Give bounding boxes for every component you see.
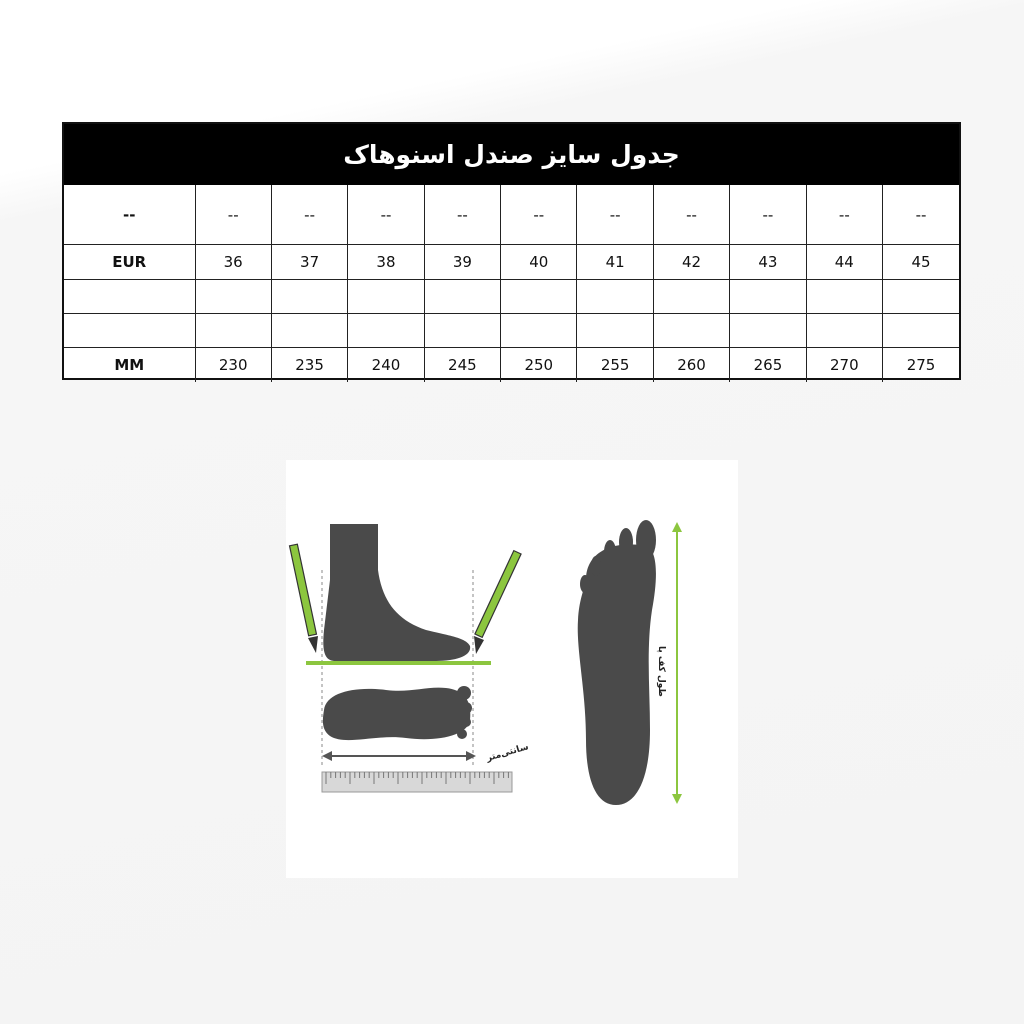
table-cell: 41 — [577, 245, 653, 280]
table-cell: 39 — [424, 245, 500, 280]
dash-row — [64, 185, 959, 245]
table-cell — [195, 280, 271, 314]
table-cell — [806, 314, 882, 348]
table-cell: 42 — [653, 245, 729, 280]
table-cell: -- — [883, 185, 959, 245]
size-chart-table — [62, 122, 961, 380]
foot-measurement-illustration — [286, 460, 738, 878]
table-cell — [730, 314, 806, 348]
table-cell: 250 — [501, 348, 577, 383]
table-cell: -- — [806, 185, 882, 245]
row-label — [64, 314, 195, 348]
row-label — [64, 280, 195, 314]
table-cell: 275 — [883, 348, 959, 383]
row-label: MM — [64, 348, 195, 383]
table-cell: -- — [271, 185, 347, 245]
table-cell — [501, 280, 577, 314]
table-cell: 44 — [806, 245, 882, 280]
table-cell: 240 — [348, 348, 424, 383]
table-cell: -- — [730, 185, 806, 245]
eur-row — [64, 245, 959, 280]
table-cell: 255 — [577, 348, 653, 383]
table-cell — [577, 280, 653, 314]
ruler-label: سانتی‌متر — [485, 742, 530, 764]
table-cell — [501, 314, 577, 348]
table-cell: 230 — [195, 348, 271, 383]
table-cell: 245 — [424, 348, 500, 383]
footprint-horizontal — [323, 688, 470, 740]
table-title: جدول سایز صندل اسنوهاک — [64, 124, 959, 185]
table-cell — [348, 314, 424, 348]
table-cell: -- — [501, 185, 577, 245]
empty-row — [64, 314, 959, 348]
table-cell: 43 — [730, 245, 806, 280]
table-cell — [424, 314, 500, 348]
table-cell: 265 — [730, 348, 806, 383]
table-cell — [424, 280, 500, 314]
table-cell — [348, 280, 424, 314]
size-grid — [64, 185, 959, 382]
table-cell — [883, 280, 959, 314]
table-cell — [730, 280, 806, 314]
foot-side-view — [323, 524, 470, 661]
table-cell: -- — [424, 185, 500, 245]
table-cell: 36 — [195, 245, 271, 280]
table-cell — [271, 314, 347, 348]
table-cell: 260 — [653, 348, 729, 383]
measurement-diagram — [286, 460, 738, 878]
pencil-right-icon — [474, 551, 521, 654]
pencil-left-icon — [290, 544, 318, 653]
table-cell — [577, 314, 653, 348]
table-cell: -- — [348, 185, 424, 245]
empty-row — [64, 280, 959, 314]
table-cell: -- — [653, 185, 729, 245]
table-cell — [653, 280, 729, 314]
table-cell — [195, 314, 271, 348]
table-cell: -- — [577, 185, 653, 245]
table-cell: 37 — [271, 245, 347, 280]
table-cell — [883, 314, 959, 348]
table-cell — [806, 280, 882, 314]
table-cell: 45 — [883, 245, 959, 280]
foot-length-label: طول کف پا — [656, 646, 666, 697]
table-cell: -- — [195, 185, 271, 245]
table-cell: 38 — [348, 245, 424, 280]
table-cell: 270 — [806, 348, 882, 383]
row-label: -- — [64, 185, 195, 245]
table-cell: 40 — [501, 245, 577, 280]
table-cell — [271, 280, 347, 314]
mm-row — [64, 348, 959, 383]
row-label: EUR — [64, 245, 195, 280]
table-cell — [653, 314, 729, 348]
table-cell: 235 — [271, 348, 347, 383]
